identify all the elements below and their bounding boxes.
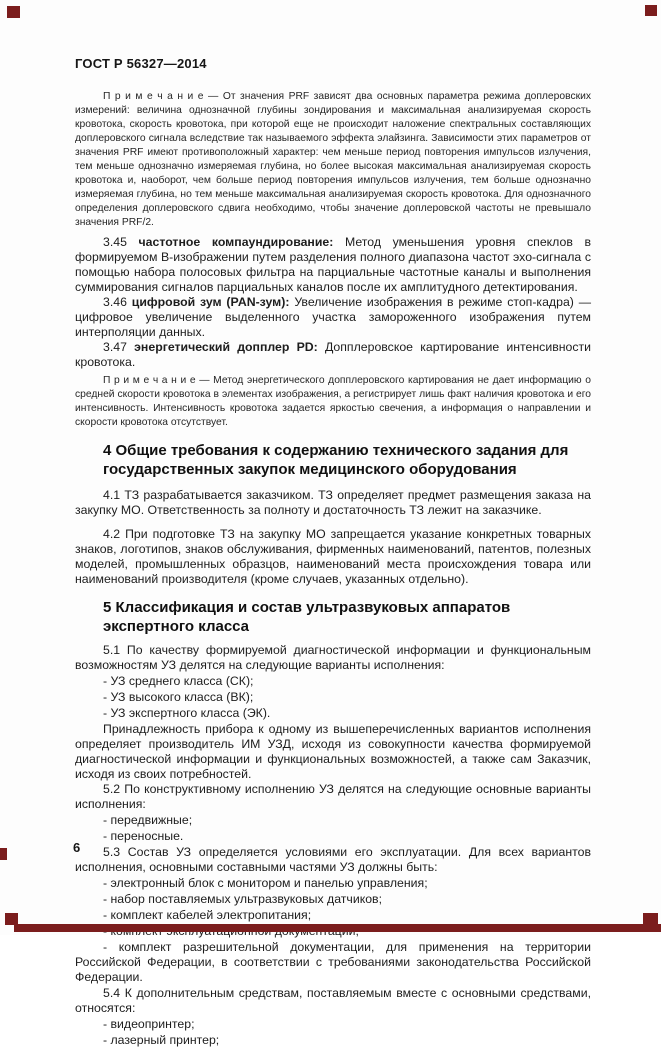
list-item: - УЗ экспертного класса (ЭК). xyxy=(103,706,271,720)
list-item: - комплект разрешительной документации, для применения на территории Российской Федерации, в соответствии с требованиями законодательства Российской Федерации. xyxy=(75,940,591,984)
scan-mark-top-left xyxy=(7,6,20,18)
note-paragraph: П р и м е ч а н и е — От значения PRF зависят два основных параметра режима доплеровских измерений: величина однозначной глубины зондирования и максимальная анализируемая скорость кровотока, скорость кровотока, при которой еще не происходит наложение спектральных составляющих доплеровского сигнала вследствие так называемого эффекта элайзинга. Зависимости этих параметров от значения PRF имеют противоположный характер: чем меньше период повторения импульсов излучения, тем меньше однозначно измеряемая глубина, но более высокая максимальная анализируемая скорость кровотока и, наоборот, чем больше период повторения импульсов излучения, тем больше однозначно измеряемая глубина, но тем меньше максимальная анализируемая скорость кровотока. Для однозначного определения доплеровского сдвига необходимо, чтобы значение доплеровской частоты не превышало значения PRF/2. xyxy=(75,91,591,228)
scan-mark-top-right xyxy=(645,5,657,16)
term-definition-paragraph xyxy=(75,340,591,370)
term-number: 3.46 xyxy=(103,295,127,309)
list-item: - передвижные; xyxy=(103,813,193,827)
term-definition-text: Увеличение изображения в режиме стоп-кадра) — цифровое увеличение выделенного участка замороженного изображения путем интерполяции данных. xyxy=(75,295,592,339)
section-heading: 5 Классификация и состав ультразвуковых аппаратов экспертного класса xyxy=(103,599,511,635)
body-paragraph: 5.1 По качеству формируемой диагностической информации и функциональным возможностям УЗ делятся на следующие варианты исполнения: xyxy=(75,643,591,672)
scan-mark-left-edge xyxy=(0,848,7,860)
term-definition-paragraph xyxy=(75,235,591,295)
term-number: 3.45 xyxy=(103,235,127,249)
body-paragraph: 5.3 Состав УЗ определяется условиями его эксплуатации. Для всех вариантов исполнения, основными составными частями УЗ должны быть: xyxy=(75,845,591,874)
body-paragraph: 5.4 К дополнительным средствам, поставляемым вместе с основными средствами, относятся: xyxy=(75,986,591,1015)
list-item: - переносные. xyxy=(103,829,184,843)
term-definition-paragraph xyxy=(75,295,591,340)
body-paragraph: 4.2 При подготовке ТЗ на закупку МО запрещается указание конкретных товарных знаков, логотипов, знаков обслуживания, фирменных наименований, патентов, полезных моделей, промышленных образцов, наименований места происхождения товара или наименований производителя (кроме случаев, указанных отдельно). xyxy=(75,527,591,586)
list-item: - лазерный принтер; xyxy=(103,1033,220,1047)
body-paragraph: 5.2 По конструктивному исполнению УЗ делятся на следующие основные варианты исполнения: xyxy=(75,782,591,811)
term-definition-text: Допплеровское картирование интенсивности кровотока. xyxy=(75,340,591,369)
section-heading: 4 Общие требования к содержанию технического задания для государственных закупок медицинского оборудования xyxy=(103,442,569,478)
body-paragraph: 4.1 ТЗ разрабатывается заказчиком. ТЗ определяет предмет размещения заказа на закупку МО. Ответственность за полноту и достаточность ТЗ лежит на заказчике. xyxy=(75,488,591,517)
list-item: - электронный блок с монитором и панелью управления; xyxy=(103,876,428,890)
list-item: - комплект кабелей электропитания; xyxy=(103,908,312,922)
list-item: - УЗ высокого класса (ВК); xyxy=(103,690,254,704)
page-number: 6 xyxy=(73,840,81,855)
list-item: - УЗ среднего класса (СК); xyxy=(103,674,254,688)
term-definition-text: Метод уменьшения уровня спеклов в формируемом B-изображении путем разделения полного диапазона частот эхо-сигнала с помощью набора полосовых фильтра на парциальные частотные каналы и выполнения суммирования сигналов парциальных каналов после их амплитудного детектирования. xyxy=(75,235,592,294)
body-paragraph: Принадлежность прибора к одному из вышеперечисленных вариантов исполнения определяет производитель ИМ УЗД, исходя из совокупности качества формируемой диагностической информации и функциональных возможностей, а также сам Заказчик, исходя из своих потребностей. xyxy=(75,722,591,781)
standard-number-header: ГОСТ Р 56327—2014 xyxy=(75,56,207,71)
list-item: - видеопринтер; xyxy=(103,1017,195,1031)
term-label: частотное компаундирование: xyxy=(138,235,334,249)
term-number: 3.47 xyxy=(103,340,127,354)
list-item: - набор поставляемых ультразвуковых датчиков; xyxy=(103,892,383,906)
note-paragraph: П р и м е ч а н и е — Метод энергетического допплеровского картирования не дает информацию о средней скорости кровотока в элементах изображения, а регистрирует лишь факт наличия кровотока и его интенсивность. Интенсивность кровотока задается яркостью свечения, а информация о направлении и скорости кровотока отсутствует. xyxy=(75,375,591,428)
term-label: цифровой зум (PAN-зум): xyxy=(131,295,290,309)
scan-mark-bottom-bar xyxy=(14,924,661,932)
term-label: энергетический допплер PD: xyxy=(134,340,318,354)
document-content xyxy=(75,86,591,1049)
